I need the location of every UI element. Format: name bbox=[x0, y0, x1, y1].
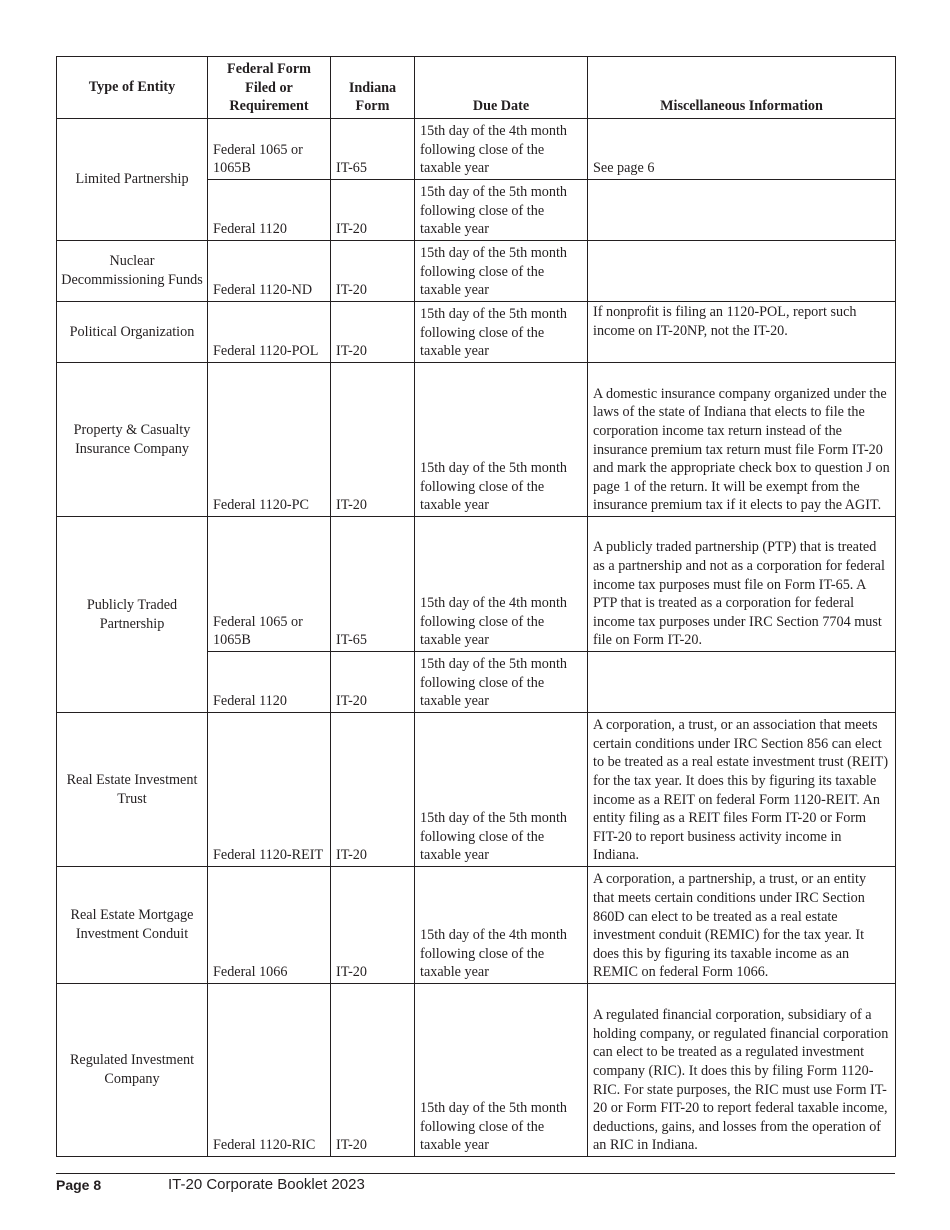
header-type-of-entity: Type of Entity bbox=[57, 57, 208, 119]
entity-nuclear-decommissioning-funds: Nuclear Decommissioning Funds bbox=[57, 241, 208, 302]
header-indiana-form: Indiana Form bbox=[331, 57, 415, 119]
entity-limited-partnership: Limited Partnership bbox=[57, 119, 208, 241]
entity-regulated-investment-company: Regulated Investment Company bbox=[57, 984, 208, 1157]
indiana-form-cell: IT-20 bbox=[331, 363, 415, 517]
page-number: Page 8 bbox=[56, 1177, 102, 1193]
misc-info-cell: A corporation, a partnership, a trust, or an entity that meets certain conditions under IRC Section 860D can elect to be treated as a real estate investment conduit (REMIC) for the tax year. It does this by figuring its taxable income as an REMIC on federal Form 1066. bbox=[588, 867, 896, 984]
misc-info-cell: A corporation, a trust, or an association that meets certain conditions under IRC Section 856 can elect to be treated as a real estate investment trust (REIT) for the tax year. It does this by figuring its taxable income as a REIT on federal Form 1120-REIT. An entity filing as a REIT files Form IT-20 or Form FIT-20 to report business activity income in Indiana. bbox=[588, 713, 896, 867]
federal-form-cell: Federal 1120-RIC bbox=[208, 984, 331, 1157]
misc-info-cell bbox=[588, 180, 896, 241]
federal-form-cell: Federal 1120-POL bbox=[208, 302, 331, 363]
due-date-cell: 15th day of the 5th month following close of the taxable year bbox=[415, 984, 588, 1157]
misc-info-cell: A domestic insurance company organized under the laws of the state of Indiana that elects to file the corporation income tax return instead of the insurance premium tax return must file Form IT-20 and mark the appropriate check box to question J on page 1 of the return. It will be exempt from the insurance premium tax if it elects to pay the AGIT. bbox=[588, 363, 896, 517]
due-date-cell: 15th day of the 5th month following close of the taxable year bbox=[415, 180, 588, 241]
due-date-cell: 15th day of the 5th month following close of the taxable year bbox=[415, 302, 588, 363]
indiana-form-cell: IT-20 bbox=[331, 984, 415, 1157]
federal-form-cell: Federal 1120-REIT bbox=[208, 713, 331, 867]
due-date-cell: 15th day of the 5th month following close of the taxable year bbox=[415, 713, 588, 867]
due-date-cell: 15th day of the 4th month following close of the taxable year bbox=[415, 867, 588, 984]
indiana-form-cell: IT-65 bbox=[331, 119, 415, 180]
table-row bbox=[57, 119, 896, 180]
due-date-cell: 15th day of the 5th month following close of the taxable year bbox=[415, 241, 588, 302]
indiana-form-cell: IT-20 bbox=[331, 713, 415, 867]
due-date-cell: 15th day of the 5th month following close of the taxable year bbox=[415, 652, 588, 713]
entity-filing-table bbox=[56, 56, 896, 1157]
table-header-row bbox=[57, 57, 896, 119]
due-date-cell: 15th day of the 4th month following close of the taxable year bbox=[415, 119, 588, 180]
entity-real-estate-mortgage-investment-conduit: Real Estate Mortgage Investment Conduit bbox=[57, 867, 208, 984]
header-misc-info: Miscellaneous Information bbox=[588, 57, 896, 119]
footer-divider bbox=[56, 1173, 895, 1174]
misc-info-cell: A regulated financial corporation, subsidiary of a holding company, or regulated financial corporation can elect to be treated as a regulated investment company (RIC). It does this by filing Form 1120-RIC. For state purposes, the RIC must use Form IT-20 or Form FIT-20 to report federal taxable income, deductions, gains, and losses from the operation of an RIC in Indiana. bbox=[588, 984, 896, 1157]
indiana-form-cell: IT-65 bbox=[331, 517, 415, 652]
federal-form-cell: Federal 1120-PC bbox=[208, 363, 331, 517]
misc-info-cell: A publicly traded partnership (PTP) that is treated as a partnership and not as a corporation for federal income tax purposes must file on Form IT-65. A PTP that is treated as a corporation for federal income tax purposes under IRC Section 7704 must file on Form IT-20. bbox=[588, 517, 896, 652]
misc-info-cell bbox=[588, 241, 896, 302]
booklet-title: IT-20 Corporate Booklet 2023 bbox=[168, 1176, 365, 1193]
entity-property-casualty-insurance: Property & Casualty Insurance Company bbox=[57, 363, 208, 517]
indiana-form-cell: IT-20 bbox=[331, 302, 415, 363]
due-date-cell: 15th day of the 5th month following close of the taxable year bbox=[415, 363, 588, 517]
table-row bbox=[57, 713, 896, 867]
federal-form-cell: Federal 1120 bbox=[208, 180, 331, 241]
federal-form-cell: Federal 1065 or 1065B bbox=[208, 517, 331, 652]
federal-form-cell: Federal 1065 or 1065B bbox=[208, 119, 331, 180]
header-federal-form: Federal Form Filed or Requirement bbox=[208, 57, 331, 119]
entity-political-organization: Political Organization bbox=[57, 302, 208, 363]
table-row bbox=[57, 867, 896, 984]
due-date-cell: 15th day of the 4th month following close of the taxable year bbox=[415, 517, 588, 652]
entity-publicly-traded-partnership: Publicly Traded Partnership bbox=[57, 517, 208, 713]
indiana-form-cell: IT-20 bbox=[331, 241, 415, 302]
misc-info-cell: See page 6 bbox=[588, 119, 896, 180]
entity-real-estate-investment-trust: Real Estate Investment Trust bbox=[57, 713, 208, 867]
table-row bbox=[57, 517, 896, 652]
header-due-date: Due Date bbox=[415, 57, 588, 119]
table-row bbox=[57, 363, 896, 517]
table-row bbox=[57, 302, 896, 363]
indiana-form-cell: IT-20 bbox=[331, 180, 415, 241]
federal-form-cell: Federal 1120 bbox=[208, 652, 331, 713]
misc-info-cell: If nonprofit is filing an 1120-POL, report such income on IT-20NP, not the IT-20. bbox=[588, 302, 896, 363]
table-row bbox=[57, 984, 896, 1157]
misc-info-cell bbox=[588, 652, 896, 713]
federal-form-cell: Federal 1120-ND bbox=[208, 241, 331, 302]
federal-form-cell: Federal 1066 bbox=[208, 867, 331, 984]
indiana-form-cell: IT-20 bbox=[331, 867, 415, 984]
indiana-form-cell: IT-20 bbox=[331, 652, 415, 713]
table-row bbox=[57, 241, 896, 302]
